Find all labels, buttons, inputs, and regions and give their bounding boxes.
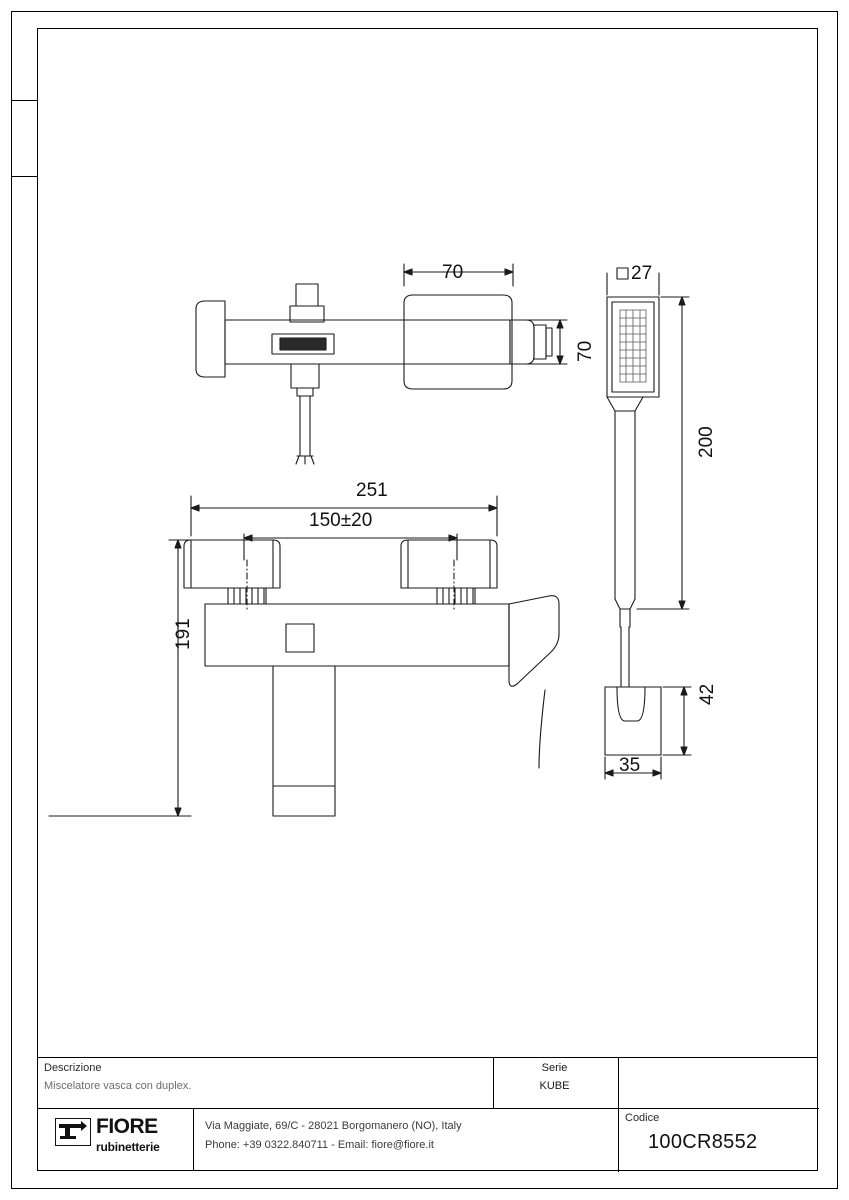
dimension-spout-length-top: 70	[442, 262, 464, 283]
margin-tick-lower	[11, 176, 37, 177]
description-value: Miscelatore vasca con duplex.	[44, 1080, 192, 1092]
dimension-holder-width: 35	[619, 755, 641, 776]
dimension-handshower-length: 200	[696, 426, 717, 458]
dimension-handshower-square: 27	[631, 263, 653, 284]
sheet-inner-border	[37, 28, 818, 1171]
company-subtitle: rubinetterie	[96, 1140, 160, 1154]
code-label: Codice	[625, 1112, 660, 1124]
company-name: FIORE	[96, 1115, 158, 1138]
code-value: 100CR8552	[648, 1131, 758, 1153]
margin-tick-upper	[11, 100, 37, 101]
dimension-overall-width: 251	[356, 480, 388, 501]
company-address: Via Maggiate, 69/C - 28021 Borgomanero (NO), Italy	[205, 1120, 462, 1132]
dimension-holder-height: 42	[697, 683, 718, 705]
dimension-center-distance: 150±20	[309, 510, 373, 531]
title-block-divider	[38, 1108, 819, 1109]
dimension-body-height-top: 70	[575, 340, 596, 362]
dimension-overall-height: 191	[173, 618, 194, 650]
faucet-glyph-icon	[56, 1119, 90, 1145]
title-block-vline-2	[618, 1058, 619, 1172]
company-contact: Phone: +39 0322.840711 - Email: fiore@fiore.it	[205, 1139, 434, 1151]
faucet-logo-icon	[55, 1118, 91, 1146]
title-block-vline-3	[193, 1108, 194, 1171]
series-value: KUBE	[539, 1080, 570, 1092]
series-label: Serie	[541, 1062, 568, 1074]
description-label: Descrizione	[44, 1062, 102, 1074]
